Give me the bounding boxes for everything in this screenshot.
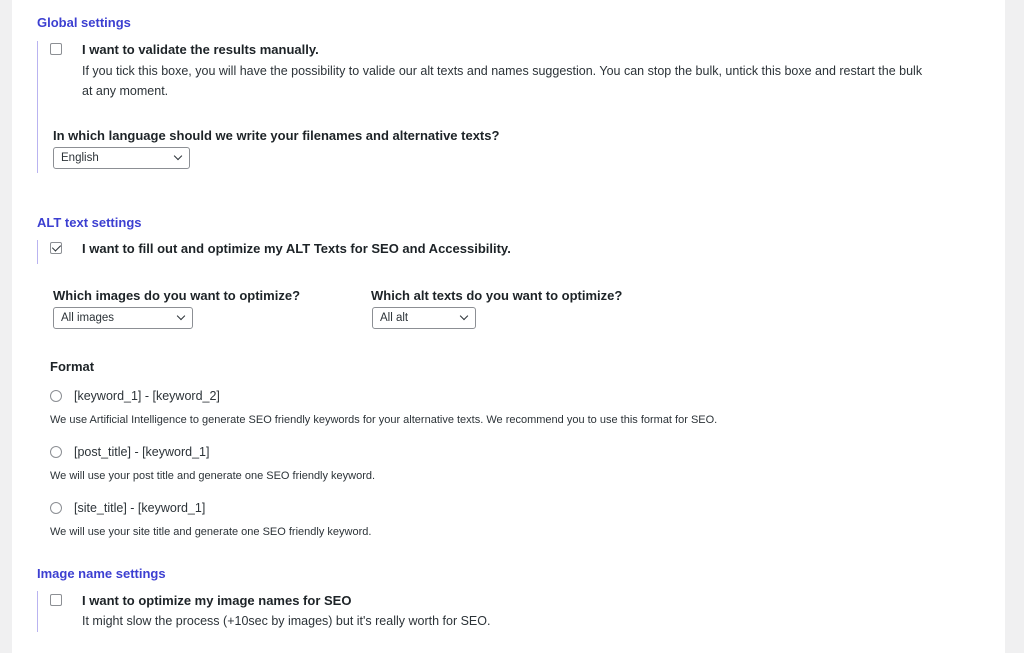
format-label-site-title: [site_title] - [keyword_1]	[74, 501, 206, 515]
chevron-down-icon	[174, 152, 182, 160]
format-desc-keyword: We use Artificial Intelligence to generate SEO friendly keywords for your alternative texts. We recommend you to use this format for SEO.	[50, 414, 718, 426]
image-name-optimize-label: I want to optimize my image names for SEO	[82, 593, 352, 608]
format-label-keyword: [keyword_1] - [keyword_2]	[74, 389, 220, 403]
alt-texts-select[interactable]	[372, 307, 476, 329]
format-radio-post-title[interactable]	[50, 446, 62, 458]
format-radio-site-title[interactable]	[50, 502, 62, 514]
image-name-accent-line	[37, 591, 38, 632]
validate-manually-checkbox[interactable]	[50, 43, 62, 55]
language-select[interactable]	[53, 147, 190, 169]
images-select[interactable]	[53, 307, 193, 329]
global-settings-title: Global settings	[37, 15, 131, 30]
format-title: Format	[50, 359, 95, 374]
language-select-value: English	[61, 152, 99, 164]
alt-texts-select-value: All alt	[380, 312, 409, 324]
language-question: In which language should we write your filenames and alternative texts?	[53, 128, 500, 143]
images-question: Which images do you want to optimize?	[53, 288, 301, 303]
validate-manually-description-2: at any moment.	[82, 84, 169, 98]
alt-texts-question: Which alt texts do you want to optimize?	[371, 288, 623, 303]
validate-manually-description-1: If you tick this boxe, you will have the possibility to valide our alt texts and names suggestion. You can stop the bulk, untick this boxe and restart the bulk	[82, 64, 923, 78]
alt-text-accent-line	[37, 240, 38, 264]
format-label-post-title: [post_title] - [keyword_1]	[74, 445, 210, 459]
alt-text-settings-title: ALT text settings	[37, 215, 142, 230]
image-name-optimize-checkbox[interactable]	[50, 594, 62, 606]
format-radio-keyword[interactable]	[50, 390, 62, 402]
alt-optimize-label: I want to fill out and optimize my ALT Texts for SEO and Accessibility.	[82, 241, 511, 256]
image-name-optimize-description: It might slow the process (+10sec by images) but it's really worth for SEO.	[82, 614, 491, 628]
global-settings-accent-line	[37, 41, 38, 173]
validate-manually-label: I want to validate the results manually.	[82, 42, 319, 57]
format-desc-site-title: We will use your site title and generate one SEO friendly keyword.	[50, 526, 372, 538]
image-name-settings-title: Image name settings	[37, 566, 166, 581]
chevron-down-icon	[177, 312, 185, 320]
format-desc-post-title: We will use your post title and generate one SEO friendly keyword.	[50, 470, 376, 482]
chevron-down-icon	[460, 312, 468, 320]
images-select-value: All images	[61, 312, 115, 324]
alt-optimize-checkbox[interactable]	[50, 242, 62, 254]
